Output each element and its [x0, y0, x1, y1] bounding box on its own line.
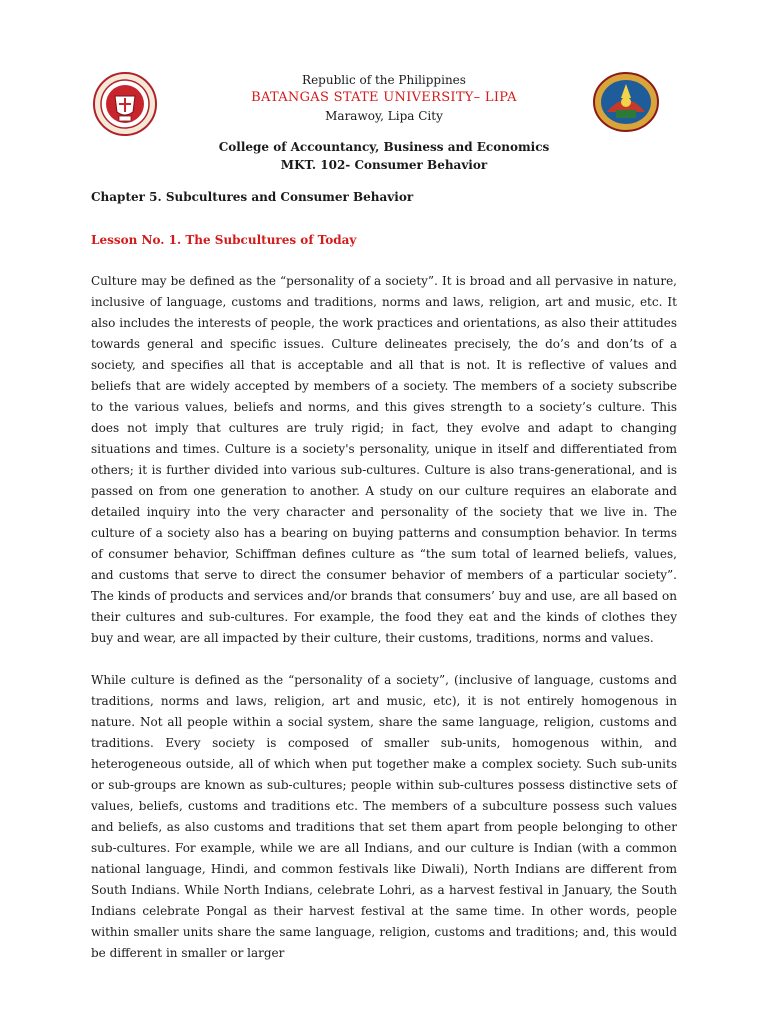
course-title: MKT. 102- Consumer Behavior [280, 158, 488, 172]
university-name: BATANGAS STATE UNIVERSITY– LIPA [251, 90, 517, 105]
college-heading [0, 138, 768, 174]
body-paragraph: While culture is defined as the “personality of a society”, (inclusive of language, customs and traditions, norms and laws, religion, art and music, etc), it is not entirely homogenous in nature. Not all people within a social system, share the same language, religion, customs and traditions. Every society is composed of smaller sub-units, homogenous within, and heterogeneous outside, all of which when put together make a complex society. Such sub-units or sub-groups are known as sub-cultures; people within sub-cultures possess distinctive sets of values, beliefs, customs and traditions etc. The members of a subculture possess such values and beliefs, as also customs and traditions that set them apart from people belonging to other sub-cultures. For example, while we are all Indians, and our culture is Indian (with a common national language, Hindi, and common festivals like Diwali), North Indians are different from South Indians. While North Indians, celebrate Lohri, as a harvest festival in January, the South Indians celebrate Pongal as their harvest festival at the same time. In other words, people within smaller units share the same language, religion, customs and traditions; and, this would be different in smaller or larger [91, 673, 677, 960]
republic-line: Republic of the Philippines [302, 73, 466, 87]
lesson-title: Lesson No. 1. The Subcultures of Today [91, 233, 357, 247]
body-paragraph: Culture may be defined as the “personality of a society”. It is broad and all pervasive in nature, inclusive of language, customs and traditions, norms and laws, religion, art and music, etc. It also includes the interests of people, the work practices and orientations, as also their attitudes towards general and specific issues. Culture delineates precisely, the do’s and don’ts of a society, and specifies all that is acceptable and all that is not. It is reflective of values and beliefs that are widely accepted by members of a society. The members of a society subscribe to the various values, beliefs and norms, and this gives strength to a society’s culture. This does not imply that cultures are truly rigid; in fact, they evolve and adapt to changing situations and times. Culture is a society's personality, unique in itself and differentiated from others; it is further divided into various sub-cultures. Culture is also trans-generational, and is passed on from one generation to another. A study on our culture requires an elaborate and detailed inquiry into the very character and personality of the society that we live in. The culture of a society also has a bearing on buying patterns and consumption behavior. In terms of consumer behavior, Schiffman defines culture as “the sum total of learned beliefs, values, and customs that serve to direct the consumer behavior of members of a particular society”. The kinds of products and services and/or brands that consumers’ buy and use, are all based on their cultures and sub-cultures. For example, the food they eat and the kinds of clothes they buy and wear, are all impacted by their culture, their customs, traditions, norms and values. [91, 274, 677, 645]
campus-location: Marawoy, Lipa City [325, 109, 443, 123]
college-name: College of Accountancy, Business and Economics [218, 140, 550, 154]
chapter-title: Chapter 5. Subcultures and Consumer Behavior [91, 190, 414, 204]
letterhead [0, 71, 768, 125]
